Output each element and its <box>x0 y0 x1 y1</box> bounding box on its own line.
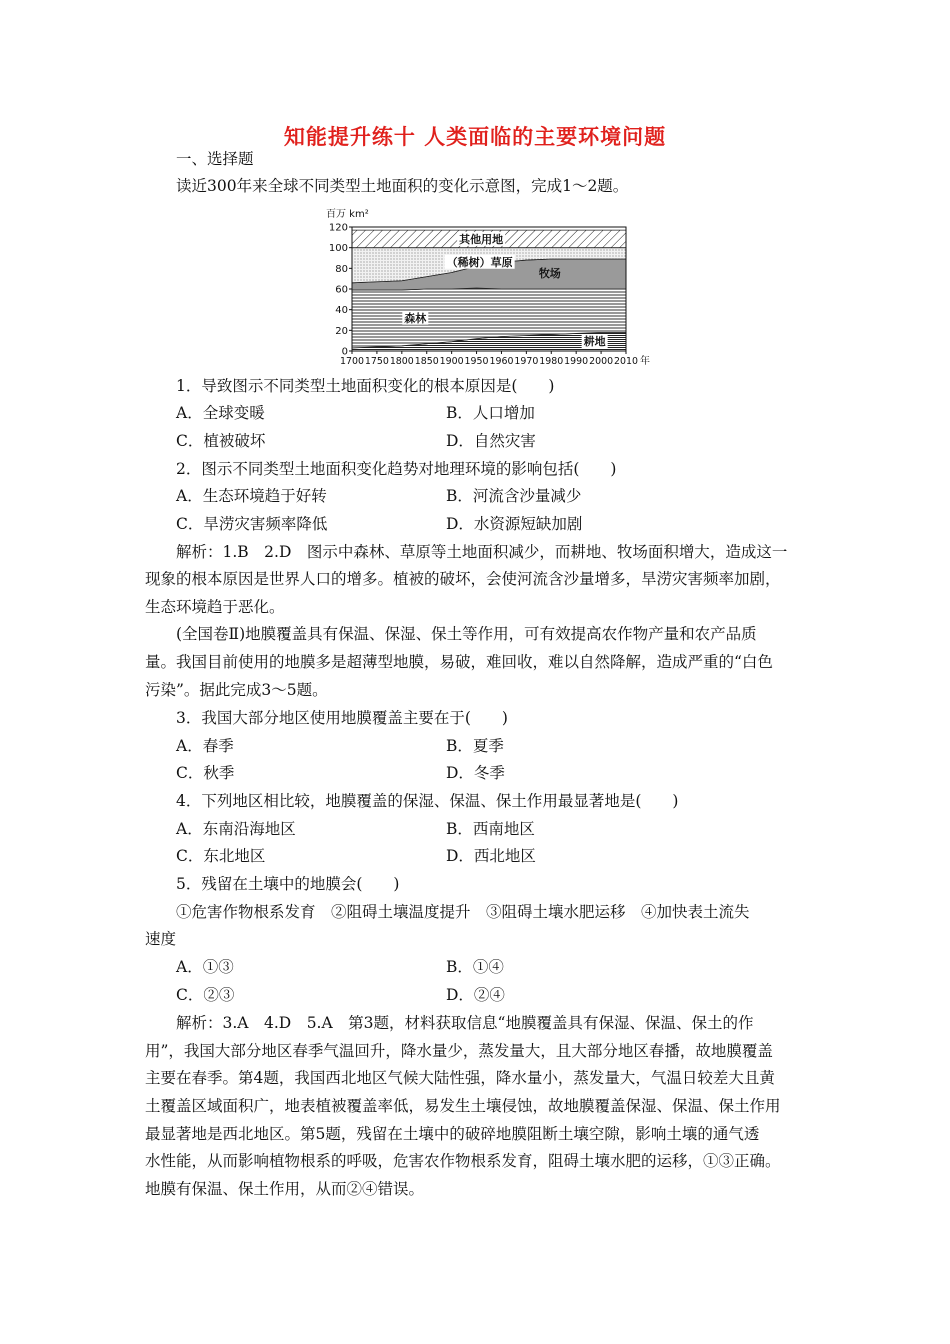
q3-option-c: C．秋季 <box>176 764 235 782</box>
page-title: 知能提升练十 人类面临的主要环境问题 <box>283 125 667 149</box>
answer-1-line-2: 现象的根本原因是世界人口的增多。植被的破坏，会使河流含沙量增多，旱涝灾害频率加剧， <box>145 570 781 588</box>
y-tick-label: 20 <box>335 325 348 337</box>
q5-items-line-2: 速度 <box>145 930 177 948</box>
answer-2-line-2: 用”，我国大部分地区春季气温回升，降水量少，蒸发量大，且大部分地区春播，故地膜覆盖 <box>145 1042 773 1060</box>
q4-option-b: B．西南地区 <box>446 820 535 838</box>
q3-option-b: B．夏季 <box>446 737 504 755</box>
x-unit-label: 年 <box>640 356 650 367</box>
q2-option-d: D．水资源短缺加剧 <box>446 515 583 533</box>
y-tick-label: 0 <box>341 346 348 358</box>
answer-1-line-1: 解析：1.B 2.D 图示中森林、草原等土地面积减少，而耕地、牧场面积增大，造成这一 <box>176 543 788 561</box>
x-tick-label: 1960 <box>489 356 514 367</box>
question-5: 5．残留在土壤中的地膜会( ) <box>176 875 400 893</box>
x-tick-label: 1850 <box>414 356 439 367</box>
answer-2-line-4: 土覆盖区域面积广，地表植被覆盖率低，易发生土壤侵蚀，故地膜覆盖保湿、保温、保土作用 <box>145 1097 781 1115</box>
x-tick-label: 2000 <box>589 356 614 367</box>
q4-option-c: C．东北地区 <box>176 847 266 865</box>
y-axis-label: 百万 km² <box>326 209 369 220</box>
x-tick-label: 1900 <box>439 356 464 367</box>
question-4: 4．下列地区相比较，地膜覆盖的保湿、保温、保土作用最显著地是( ) <box>176 792 679 810</box>
y-tick-label: 120 <box>328 222 348 234</box>
y-tick-label: 100 <box>328 243 348 255</box>
x-tick-label: 1990 <box>564 356 589 367</box>
q4-option-d: D．西北地区 <box>446 847 536 865</box>
x-tick-label: 1700 <box>340 356 364 367</box>
question-1: 1．导致图示不同类型土地面积变化的根本原因是( ) <box>176 377 555 395</box>
answer-1-line-3: 生态环境趋于恶化。 <box>145 598 285 616</box>
q5-option-d: D．②④ <box>446 986 505 1004</box>
y-tick-label: 40 <box>335 305 348 317</box>
q5-option-c: C．②③ <box>176 986 235 1004</box>
series-label-pasture: 牧场 <box>538 266 561 280</box>
intro-text-2-line-2: 量。我国目前使用的地膜多是超薄型地膜，易破，难回收，难以自然降解，造成严重的“白色 <box>145 653 773 671</box>
series-label-grassland: （稀树）草原 <box>446 255 513 269</box>
q1-option-b: B．人口增加 <box>446 404 535 422</box>
q5-items-line-1: ①危害作物根系发育 ②阻碍土壤温度提升 ③阻碍土壤水肥运移 ④加快表土流失 <box>176 903 750 921</box>
x-tick-label: 1970 <box>514 356 539 367</box>
question-3: 3．我国大部分地区使用地膜覆盖主要在于( ) <box>176 709 508 727</box>
intro-text-1: 读近300年来全球不同类型土地面积的变化示意图，完成1～2题。 <box>176 177 629 195</box>
y-tick-label: 60 <box>335 284 348 296</box>
answer-2-line-6: 水性能，从而影响植物根系的呼吸，危害农作物根系发育，阻碍土壤水肥的运移，①③正确。 <box>145 1152 781 1170</box>
answer-2-line-3: 主要在春季。第4题，我国西北地区气候大陆性强，降水量小，蒸发量大，气温日较差大且黄 <box>145 1069 775 1087</box>
x-tick-label: 1980 <box>539 356 564 367</box>
q2-option-a: A．生态环境趋于好转 <box>176 487 327 505</box>
x-tick-label: 2010 <box>614 356 638 367</box>
series-label-cropland: 耕地 <box>583 335 606 349</box>
question-2: 2．图示不同类型土地面积变化趋势对地理环境的影响包括( ) <box>176 460 617 478</box>
land-area-chart <box>318 201 663 371</box>
q5-option-a: A．①③ <box>176 958 234 976</box>
answer-2-line-5: 最显著地是西北地区。第5题，残留在土壤中的破碎地膜阻断土壤空隙，影响土壤的通气透 <box>145 1125 760 1143</box>
y-tick-label: 80 <box>335 263 348 275</box>
x-tick-label: 1750 <box>364 356 389 367</box>
answer-2-line-1: 解析：3.A 4.D 5.A 第3题，材料获取信息“地膜覆盖具有保湿、保温、保土的作 <box>176 1014 754 1032</box>
q3-option-a: A．春季 <box>176 737 234 755</box>
x-tick-label: 1950 <box>464 356 489 367</box>
q2-option-b: B．河流含沙量减少 <box>446 487 582 505</box>
intro-text-2-line-1: (全国卷Ⅱ)地膜覆盖具有保温、保湿、保土等作用，可有效提高农作物产量和农产品质 <box>176 625 757 643</box>
series-label-other-land: 其他用地 <box>459 232 504 246</box>
q1-option-d: D．自然灾害 <box>446 432 536 450</box>
answer-2-line-7: 地膜有保温、保土作用，从而②④错误。 <box>145 1180 425 1198</box>
section-heading: 一、选择题 <box>176 150 254 168</box>
chart-svg <box>318 201 663 371</box>
intro-text-2-line-3: 污染”。据此完成3～5题。 <box>145 681 328 699</box>
q1-option-c: C．植被破坏 <box>176 432 266 450</box>
q1-option-a: A．全球变暖 <box>176 404 265 422</box>
x-tick-label: 1800 <box>389 356 414 367</box>
series-label-forest: 森林 <box>404 311 427 325</box>
q4-option-a: A．东南沿海地区 <box>176 820 296 838</box>
q5-option-b: B．①④ <box>446 958 504 976</box>
q2-option-c: C．旱涝灾害频率降低 <box>176 515 328 533</box>
q3-option-d: D．冬季 <box>446 764 505 782</box>
